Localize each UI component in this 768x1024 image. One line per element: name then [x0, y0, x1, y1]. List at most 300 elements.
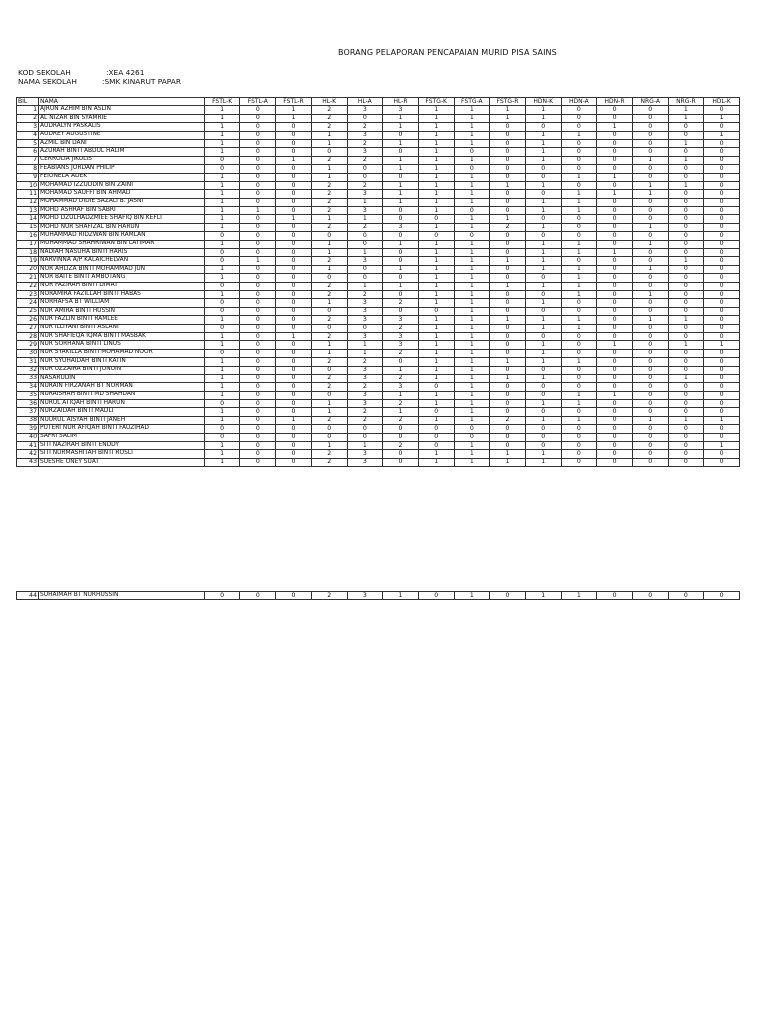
score-cell: 0	[704, 366, 740, 374]
score-cell: 1	[383, 181, 419, 189]
student-name: NURUL ATIQAH BINTI HARUN	[39, 400, 205, 408]
score-cell: 0	[668, 207, 704, 215]
score-cell: 0	[704, 181, 740, 189]
score-cell: 0	[418, 433, 454, 441]
score-cell: 1	[454, 257, 490, 265]
score-cell: 0	[276, 408, 312, 416]
score-cell: 3	[383, 341, 419, 349]
score-cell: 1	[347, 215, 383, 223]
score-cell: 0	[525, 383, 561, 391]
row-number: 5	[17, 139, 39, 147]
score-cell: 0	[240, 232, 276, 240]
score-cell: 0	[597, 400, 633, 408]
score-cell: 0	[632, 106, 668, 114]
score-cell: 0	[561, 374, 597, 382]
score-cell: 1	[383, 198, 419, 206]
score-cell: 0	[204, 232, 240, 240]
row-number: 24	[17, 299, 39, 307]
score-cell: 1	[454, 299, 490, 307]
student-name: MUHAMMAD SHAHRIWAN BIN LATIMAR	[39, 240, 205, 248]
row-number: 6	[17, 148, 39, 156]
score-cell: 0	[704, 123, 740, 131]
student-name: NOR BAITE BINTI AMBOTANG	[39, 274, 205, 282]
score-cell: 0	[383, 148, 419, 156]
score-cell: 1	[668, 374, 704, 382]
column-header: HDN-A	[561, 98, 597, 106]
score-cell: 0	[561, 442, 597, 450]
score-cell: 0	[240, 131, 276, 139]
score-cell: 0	[490, 391, 526, 399]
score-cell: 2	[347, 156, 383, 164]
student-name: SUESHE ONEY SUAT	[39, 458, 205, 466]
score-cell: 1	[525, 223, 561, 231]
row-number: 30	[17, 349, 39, 357]
score-cell: 2	[383, 324, 419, 332]
score-cell: 0	[418, 215, 454, 223]
score-cell: 0	[668, 190, 704, 198]
score-cell: 1	[347, 442, 383, 450]
score-cell: 1	[383, 139, 419, 147]
score-cell: 1	[311, 349, 347, 357]
score-cell: 1	[418, 123, 454, 131]
score-cell: 1	[418, 114, 454, 122]
score-cell: 0	[240, 282, 276, 290]
score-cell: 0	[240, 458, 276, 466]
score-cell: 0	[632, 332, 668, 340]
score-cell: 0	[240, 190, 276, 198]
score-cell: 1	[418, 349, 454, 357]
score-cell: 0	[240, 223, 276, 231]
score-cell: 1	[454, 131, 490, 139]
score-cell: 1	[454, 366, 490, 374]
score-cell: 1	[276, 215, 312, 223]
row-number: 20	[17, 265, 39, 273]
row-number: 3	[17, 123, 39, 131]
score-cell: 0	[561, 458, 597, 466]
score-cell: 2	[383, 442, 419, 450]
table-row	[17, 400, 740, 408]
score-cell: 0	[597, 324, 633, 332]
student-name: MOHAMMAD DIDIE SAZALI B. JASNI	[39, 198, 205, 206]
score-cell: 1	[204, 332, 240, 340]
score-cell: 0	[240, 592, 276, 600]
score-cell: 0	[668, 282, 704, 290]
table-row	[17, 215, 740, 223]
score-cell: 2	[311, 190, 347, 198]
score-cell: 1	[668, 139, 704, 147]
score-cell: 0	[597, 425, 633, 433]
score-cell: 0	[490, 299, 526, 307]
score-cell: 0	[597, 265, 633, 273]
score-cell: 1	[276, 416, 312, 424]
score-cell: 1	[418, 316, 454, 324]
score-cell: 3	[347, 400, 383, 408]
score-cell: 0	[204, 433, 240, 441]
score-cell: 0	[632, 299, 668, 307]
score-cell: 1	[632, 265, 668, 273]
table-row	[17, 148, 740, 156]
score-cell: 1	[204, 198, 240, 206]
score-cell: 0	[632, 274, 668, 282]
score-cell: 0	[240, 307, 276, 315]
score-cell: 1	[418, 341, 454, 349]
score-cell: 0	[668, 400, 704, 408]
score-cell: 0	[490, 274, 526, 282]
score-cell: 0	[668, 299, 704, 307]
score-cell: 1	[383, 123, 419, 131]
score-cell: 0	[632, 433, 668, 441]
student-name: NUURUL AISYAH BINTI JANEH	[39, 416, 205, 424]
score-cell: 0	[561, 299, 597, 307]
score-cell: 1	[383, 190, 419, 198]
score-cell: 1	[525, 592, 561, 600]
score-cell: 0	[704, 139, 740, 147]
score-cell: 1	[204, 383, 240, 391]
score-cell: 0	[490, 123, 526, 131]
score-cell: 0	[276, 139, 312, 147]
score-cell: 0	[454, 148, 490, 156]
score-cell: 1	[204, 139, 240, 147]
score-cell: 1	[204, 458, 240, 466]
score-cell: 1	[490, 257, 526, 265]
column-header: NRG-R	[668, 98, 704, 106]
score-cell: 0	[704, 207, 740, 215]
score-cell: 0	[525, 190, 561, 198]
score-cell: 0	[347, 232, 383, 240]
score-cell: 3	[383, 383, 419, 391]
score-cell: 0	[704, 215, 740, 223]
score-cell: 1	[311, 442, 347, 450]
score-cell: 1	[454, 316, 490, 324]
score-cell: 2	[311, 282, 347, 290]
score-cell: 1	[490, 450, 526, 458]
score-cell: 0	[668, 148, 704, 156]
score-cell: 1	[311, 165, 347, 173]
score-cell: 1	[525, 358, 561, 366]
score-cell: 1	[204, 391, 240, 399]
score-cell: 0	[418, 307, 454, 315]
score-cell: 1	[383, 592, 419, 600]
score-cell: 0	[632, 341, 668, 349]
score-cell: 0	[490, 290, 526, 298]
score-cell: 0	[668, 425, 704, 433]
score-cell: 1	[311, 299, 347, 307]
student-name: NARVINNA A/P KALAICHELVAN	[39, 257, 205, 265]
row-number: 29	[17, 341, 39, 349]
score-cell: 0	[597, 442, 633, 450]
score-cell: 0	[276, 148, 312, 156]
score-cell: 1	[454, 458, 490, 466]
student-score-table	[16, 97, 740, 467]
score-cell: 1	[454, 173, 490, 181]
score-cell: 0	[490, 139, 526, 147]
score-cell: 2	[347, 123, 383, 131]
score-cell: 1	[311, 240, 347, 248]
score-cell: 0	[240, 332, 276, 340]
score-cell: 0	[418, 592, 454, 600]
score-cell: 0	[632, 349, 668, 357]
score-cell: 1	[311, 265, 347, 273]
score-cell: 1	[454, 123, 490, 131]
score-cell: 1	[454, 592, 490, 600]
score-cell: 0	[597, 358, 633, 366]
score-cell: 2	[311, 181, 347, 189]
score-cell: 0	[240, 198, 276, 206]
score-cell: 0	[561, 307, 597, 315]
student-name: NADIAH NASUHA BINTI HARIS	[39, 249, 205, 257]
score-cell: 0	[490, 349, 526, 357]
score-cell: 0	[347, 114, 383, 122]
score-cell: 2	[311, 358, 347, 366]
score-cell: 1	[490, 374, 526, 382]
score-cell: 0	[668, 123, 704, 131]
score-cell: 1	[597, 173, 633, 181]
score-cell: 0	[561, 366, 597, 374]
score-cell: 1	[454, 290, 490, 298]
score-cell: 0	[490, 131, 526, 139]
score-cell: 0	[454, 232, 490, 240]
score-cell: 0	[276, 131, 312, 139]
score-cell: 0	[276, 391, 312, 399]
score-cell: 2	[347, 223, 383, 231]
column-header: FSTG-K	[418, 98, 454, 106]
score-cell: 0	[276, 433, 312, 441]
score-cell: 1	[454, 265, 490, 273]
student-name: NUR UZZAIRA BINTI JONUIN	[39, 366, 205, 374]
score-cell: 0	[204, 307, 240, 315]
score-cell: 0	[204, 282, 240, 290]
row-number: 23	[17, 290, 39, 298]
score-cell: 1	[418, 416, 454, 424]
score-cell: 0	[240, 450, 276, 458]
score-cell: 0	[525, 215, 561, 223]
row-number: 38	[17, 416, 39, 424]
score-cell: 0	[525, 290, 561, 298]
score-cell: 0	[418, 442, 454, 450]
table-row	[17, 391, 740, 399]
score-cell: 1	[561, 282, 597, 290]
score-cell: 0	[597, 215, 633, 223]
score-cell: 0	[490, 156, 526, 164]
score-cell: 1	[418, 400, 454, 408]
score-cell: 1	[632, 181, 668, 189]
score-cell: 0	[383, 173, 419, 181]
school-name-line	[18, 77, 181, 86]
score-cell: 0	[240, 249, 276, 257]
score-cell: 0	[668, 265, 704, 273]
score-cell: 0	[240, 139, 276, 147]
score-cell: 1	[561, 240, 597, 248]
score-cell: 0	[276, 165, 312, 173]
school-code-line	[18, 68, 144, 77]
score-cell: 1	[204, 173, 240, 181]
score-cell: 1	[668, 114, 704, 122]
score-cell: 1	[418, 324, 454, 332]
score-cell: 0	[454, 207, 490, 215]
score-cell: 0	[704, 148, 740, 156]
score-cell: 0	[704, 299, 740, 307]
score-cell: 2	[311, 114, 347, 122]
score-cell: 0	[204, 592, 240, 600]
score-cell: 1	[418, 332, 454, 340]
score-cell: 1	[632, 223, 668, 231]
score-cell: 0	[383, 232, 419, 240]
row-number: 28	[17, 332, 39, 340]
score-cell: 0	[704, 249, 740, 257]
score-cell: 1	[418, 148, 454, 156]
score-cell: 0	[383, 249, 419, 257]
score-cell: 0	[632, 165, 668, 173]
score-cell: 0	[668, 290, 704, 298]
score-cell: 0	[490, 207, 526, 215]
student-name: SAFRI SALIM	[39, 433, 205, 441]
score-cell: 0	[704, 223, 740, 231]
score-cell: 0	[240, 324, 276, 332]
score-cell: 0	[704, 450, 740, 458]
score-cell: 1	[632, 190, 668, 198]
score-cell: 0	[704, 165, 740, 173]
score-cell: 0	[668, 223, 704, 231]
score-cell: 1	[204, 207, 240, 215]
row-number: 42	[17, 450, 39, 458]
student-name: AUDRALYN PASKALIS	[39, 123, 205, 131]
score-cell: 1	[632, 290, 668, 298]
score-cell: 0	[704, 106, 740, 114]
score-cell: 2	[311, 106, 347, 114]
score-cell: 0	[276, 173, 312, 181]
table-row	[17, 592, 740, 600]
score-cell: 1	[418, 106, 454, 114]
student-name: PUTERI NUR AFIQAH BINTI FAUZIHAD	[39, 425, 205, 433]
score-cell: 1	[561, 592, 597, 600]
score-cell: 1	[525, 240, 561, 248]
score-cell: 0	[525, 274, 561, 282]
score-cell: 0	[632, 307, 668, 315]
score-cell: 0	[597, 592, 633, 600]
score-cell: 1	[454, 450, 490, 458]
row-number: 43	[17, 458, 39, 466]
score-cell: 0	[383, 450, 419, 458]
score-cell: 1	[347, 249, 383, 257]
column-header: NAMA	[39, 98, 205, 106]
score-cell: 2	[311, 290, 347, 298]
score-cell: 2	[311, 156, 347, 164]
score-cell: 0	[668, 240, 704, 248]
score-cell: 1	[632, 156, 668, 164]
student-name: NUR SYUHAIDAH BINTI KATIN	[39, 358, 205, 366]
student-name: NOR AHLIZA BINTI MOHAMMAD JUN	[39, 265, 205, 273]
score-cell: 1	[383, 165, 419, 173]
score-cell: 0	[632, 425, 668, 433]
score-cell: 0	[383, 290, 419, 298]
score-cell: 1	[597, 123, 633, 131]
score-cell: 0	[276, 240, 312, 248]
school-code-label: KOD SEKOLAH	[18, 68, 71, 77]
student-name: NORHAFSA BT WILLIAM	[39, 299, 205, 307]
score-cell: 0	[347, 265, 383, 273]
score-cell: 1	[668, 106, 704, 114]
score-cell: 0	[490, 265, 526, 273]
score-cell: 1	[597, 341, 633, 349]
score-cell: 2	[490, 223, 526, 231]
table-row	[17, 257, 740, 265]
table-row	[17, 282, 740, 290]
score-cell: 1	[454, 332, 490, 340]
column-header: BIL	[17, 98, 39, 106]
score-cell: 0	[668, 131, 704, 139]
score-cell: 0	[668, 592, 704, 600]
score-cell: 1	[204, 408, 240, 416]
score-cell: 1	[632, 240, 668, 248]
score-cell: 1	[418, 257, 454, 265]
score-cell: 0	[240, 181, 276, 189]
score-cell: 0	[597, 383, 633, 391]
score-cell: 0	[525, 391, 561, 399]
score-cell: 0	[597, 450, 633, 458]
score-cell: 2	[347, 181, 383, 189]
score-cell: 1	[490, 458, 526, 466]
score-cell: 0	[490, 173, 526, 181]
row-number: 18	[17, 249, 39, 257]
score-cell: 0	[204, 349, 240, 357]
score-cell: 1	[454, 282, 490, 290]
score-cell: 0	[240, 442, 276, 450]
score-cell: 0	[704, 307, 740, 315]
score-cell: 1	[490, 181, 526, 189]
score-cell: 0	[383, 425, 419, 433]
score-cell: 1	[204, 442, 240, 450]
score-cell: 0	[597, 106, 633, 114]
score-cell: 3	[383, 106, 419, 114]
score-cell: 0	[383, 257, 419, 265]
score-cell: 1	[525, 324, 561, 332]
score-cell: 1	[311, 341, 347, 349]
score-cell: 0	[276, 274, 312, 282]
score-cell: 0	[418, 232, 454, 240]
score-cell: 0	[490, 400, 526, 408]
score-cell: 0	[632, 257, 668, 265]
score-cell: 0	[240, 215, 276, 223]
student-name: MOHD ASHRAF BIN SABRI	[39, 207, 205, 215]
score-cell: 1	[704, 442, 740, 450]
score-cell: 3	[347, 366, 383, 374]
score-cell: 1	[204, 416, 240, 424]
score-cell: 0	[276, 349, 312, 357]
score-cell: 1	[418, 450, 454, 458]
score-cell: 0	[561, 139, 597, 147]
table-row	[17, 307, 740, 315]
score-cell: 0	[525, 332, 561, 340]
score-cell: 1	[454, 156, 490, 164]
score-cell: 1	[347, 282, 383, 290]
score-cell: 3	[347, 299, 383, 307]
score-cell: 0	[383, 458, 419, 466]
student-name: AUDREY AUGUSTINE	[39, 131, 205, 139]
row-number: 1	[17, 106, 39, 114]
score-cell: 0	[525, 408, 561, 416]
score-cell: 1	[418, 156, 454, 164]
score-cell: 0	[704, 374, 740, 382]
score-cell: 0	[490, 425, 526, 433]
score-cell: 0	[525, 232, 561, 240]
score-cell: 0	[240, 341, 276, 349]
score-cell: 0	[240, 240, 276, 248]
score-cell: 0	[418, 425, 454, 433]
score-cell: 0	[276, 316, 312, 324]
score-cell: 1	[454, 442, 490, 450]
student-name: SITI NURMASHITAH BINTI ROSLI	[39, 450, 205, 458]
score-cell: 0	[704, 349, 740, 357]
